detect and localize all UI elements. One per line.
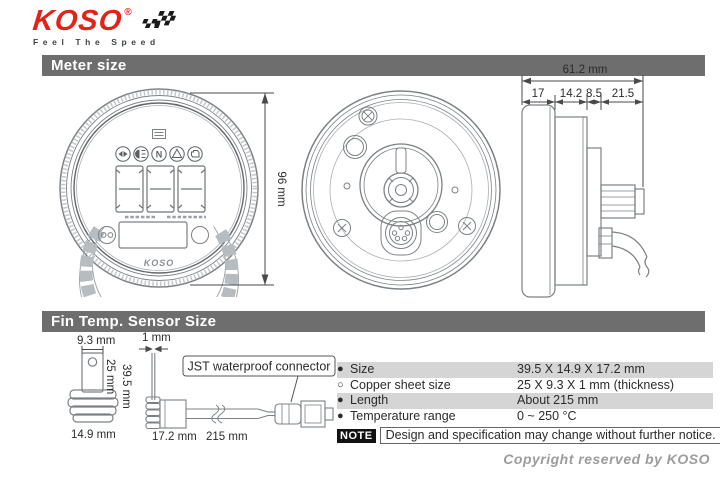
jst-callout-label: JST waterproof connector [187,359,331,374]
mounting-stud [601,185,644,218]
note-badge: NOTE [337,429,376,443]
sensor-cable [186,405,275,423]
section-header-meter-size: Meter size [42,55,705,76]
brand-tagline: Feel The Speed [33,37,160,47]
dim-label-1mm: 1 mm [142,332,171,344]
jst-callout [183,356,335,402]
row-marker: ● [337,394,344,406]
row-value: 39.5 X 14.9 X 17.2 mm [517,362,645,376]
pin-hole-right [452,187,458,193]
section-header-sensor-size: Fin Temp. Sensor Size [42,311,705,332]
screw-lower-left [334,220,351,237]
neutral-icon [152,147,166,161]
copyright-text: Copyright reserved by KOSO [503,451,710,467]
central-mount [360,144,442,226]
dial-mode-label [153,130,166,139]
lcd-window [119,222,187,248]
boss-right [427,212,448,233]
row-marker: ● [337,409,344,422]
dim-label-17: 17 [531,88,545,100]
mount-hole [88,358,96,366]
brand-logo [33,6,253,47]
dim-label-21-5: 21.5 [611,88,635,100]
copper-sheet-front [82,353,103,392]
sensor-body [160,400,186,428]
fin-stack-front [68,390,118,422]
note-row [337,427,720,444]
screw-top [359,107,377,125]
table-row-copper-sheet [337,378,713,394]
checkered-flag-icon [138,10,178,34]
sensor-side-view [138,328,343,456]
row-value: 0 ~ 250 °C [517,408,577,423]
meter-side-view [500,60,665,305]
row-label: Length [350,393,389,407]
table-row-length [337,393,713,409]
registered-mark: ® [124,7,132,18]
dim-label-17-2mm: 17.2 mm [152,431,197,443]
adjust-button-left [99,227,116,244]
dim-label-96mm: 96 mm [275,171,287,207]
dim-label-39-5mm: 39.5 mm [120,364,132,409]
turn-signal-icon [116,147,130,161]
dim-label-14-9mm: 14.9 mm [71,429,116,441]
row-marker: ○ [337,378,344,391]
row-label: Temperature range [350,408,456,423]
svg-text:N: N [155,149,163,160]
high-beam-icon [134,147,148,161]
dimension-96mm [190,86,300,296]
row-value: About 215 mm [517,393,599,407]
jst-connector [275,401,333,427]
side-body [555,117,587,285]
rear-connector [381,211,421,255]
dim-label-25mm: 25 mm [104,359,116,395]
row-marker: ● [337,363,344,375]
dim-label-61-2mm: 61.2 mm [562,64,608,76]
screw-lower-right [459,218,476,235]
rear-cable [599,228,649,277]
dim-label-14-2: 14.2 [559,88,583,100]
brand-logo-text: KOSO [31,5,125,37]
row-label: Size [350,362,375,376]
table-row-temperature-range [337,409,713,425]
fin-stack-side [146,397,160,429]
meter-back-view [292,86,502,291]
row-value: 25 X 9.3 X 1 mm (thickness) [517,377,675,392]
warning-icon [170,147,184,161]
row-label: Copper sheet size [350,377,451,392]
table-row-size [337,362,713,378]
dim-label-9-3mm: 9.3 mm [77,335,116,347]
dim-label-215mm: 215 mm [206,431,248,443]
meter-face-logo: KOSO [143,258,175,268]
boss-upper-left [344,136,367,159]
dim-label-8-5: 8.5 [586,88,602,100]
pin-hole-left [344,183,350,189]
note-text: Design and specification may change without further notice. [380,427,720,444]
spec-table [337,362,713,424]
